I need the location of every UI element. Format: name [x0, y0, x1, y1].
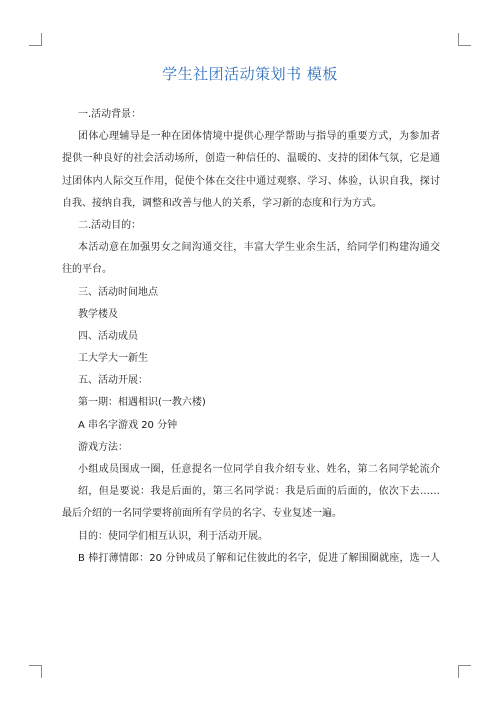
document-line: 三、活动时间地点 — [78, 286, 158, 298]
document-title: 学生社团活动策划书 模板 — [162, 65, 338, 83]
document-line: 团体心理辅导是一种在团体情境中提供心理学帮助与指导的重要方式，为参加者 — [78, 131, 440, 143]
document-line: 游戏方法： — [78, 441, 128, 453]
document-line: 第一期：相遇相识(一教六楼) — [78, 397, 206, 409]
document-line: 往的平台。 — [62, 264, 112, 276]
crop-mark-bottom-left — [29, 665, 42, 678]
crop-mark-bottom-right — [458, 665, 471, 678]
document-line: A 串名字游戏 20 分钟 — [78, 419, 178, 431]
document-line: 二.活动目的： — [78, 219, 142, 231]
document-line: 最后介绍的一名同学要将前面所有学员的名字、专业复述一遍。 — [62, 508, 342, 520]
document-line: 目的：使同学们相互认识，利于活动开展。 — [78, 530, 268, 542]
document-line: 过团体内人际交互作用，促使个体在交往中通过观察、学习、体验，认识自我，探讨 — [62, 175, 440, 187]
document-line: 本活动意在加强男女之间沟通交往，丰富大学生业余生活，给同学们构建沟通交 — [78, 242, 440, 254]
document-line: 工大学大一新生 — [78, 353, 148, 365]
document-body — [62, 104, 440, 570]
document-line: 教学楼及 — [78, 308, 118, 320]
document-line: 一.活动背景： — [78, 109, 142, 120]
document-line: 小组成员围成一圈，任意提名一位同学自我介绍专业、姓名，第二名同学轮流介 — [78, 464, 440, 475]
crop-mark-top-left — [29, 33, 42, 46]
document-line: 提供一种良好的社会活动场所，创造一种信任的、温暖的、支持的团体气氛，它是通 — [62, 153, 440, 165]
document-line: 五、活动开展： — [78, 375, 148, 387]
document-line: B 棒打薄情郎：20 分钟成员了解和记住彼此的名字，促进了解围圈就座，选一人 — [78, 552, 440, 564]
document-line: 绍，但是要说：我是后面的，第三名同学说：我是后面的后面的，依次下去…… — [78, 486, 440, 498]
document-line: 四、活动成员 — [78, 330, 138, 342]
crop-mark-top-right — [458, 33, 471, 46]
document-line: 自我、接纳自我，调整和改善与他人的关系，学习新的态度和行为方式。 — [62, 197, 382, 209]
